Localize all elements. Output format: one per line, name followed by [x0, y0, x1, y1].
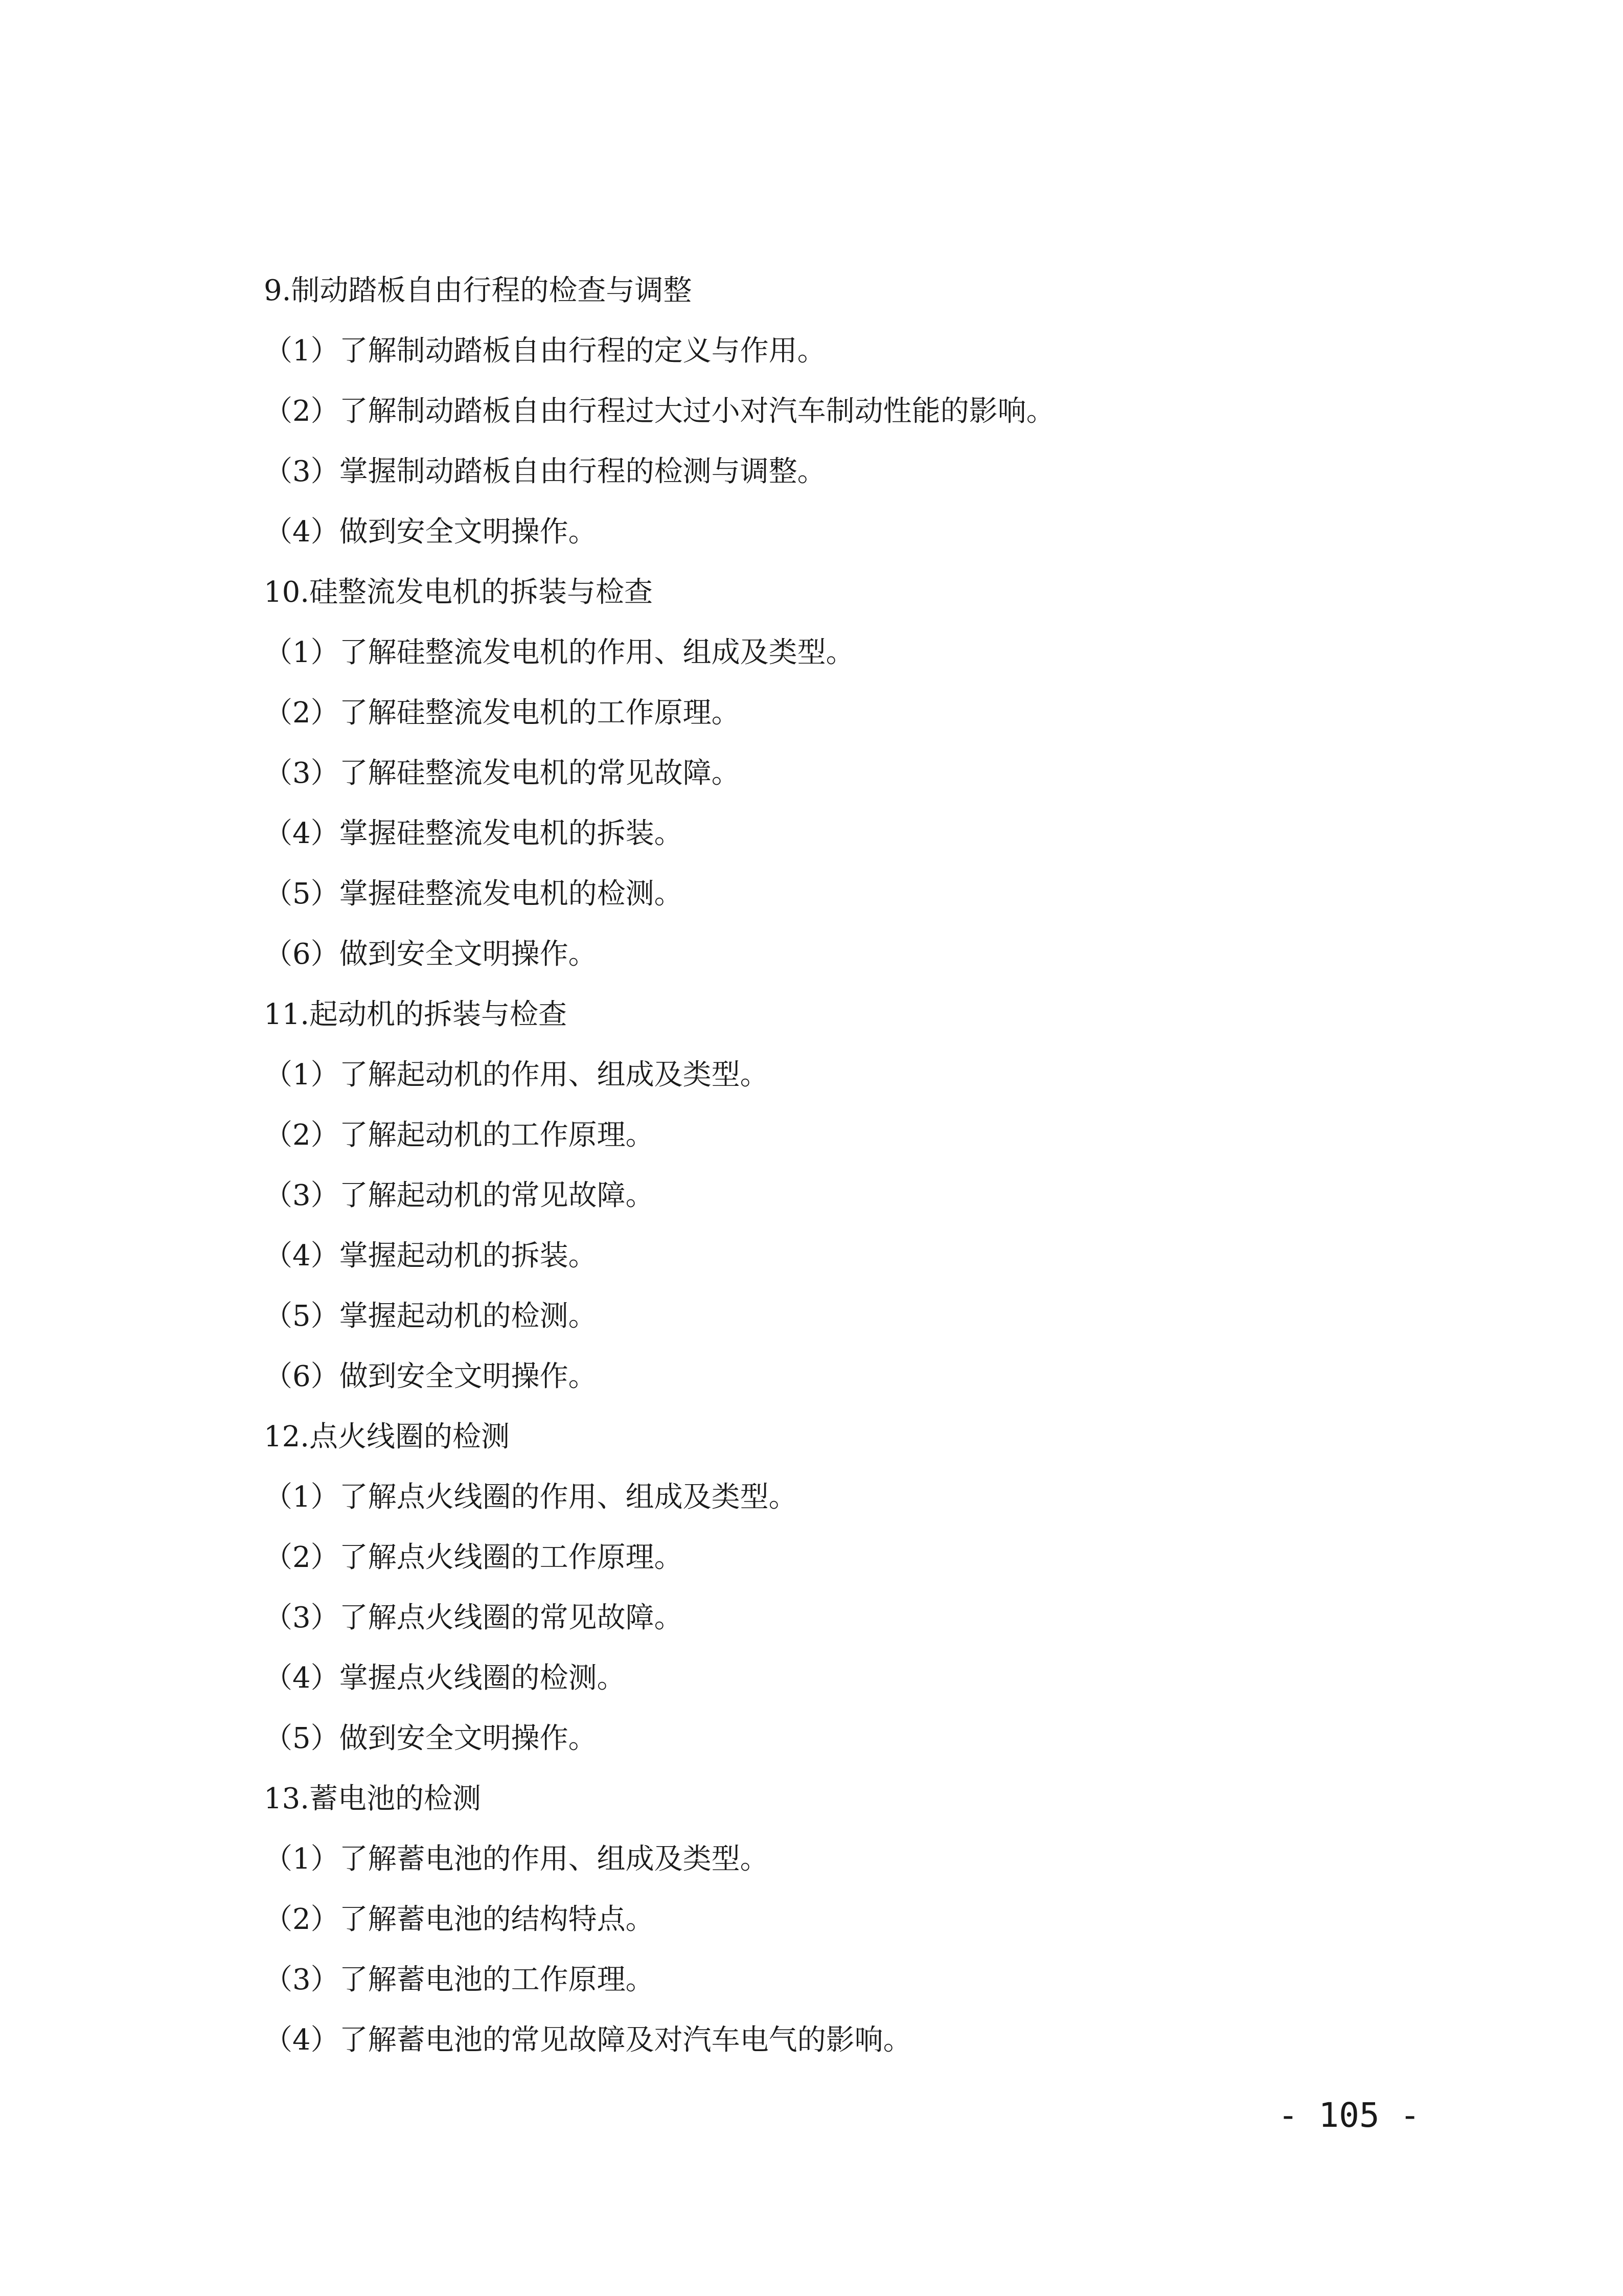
list-item: （3）了解硅整流发电机的常见故障。	[264, 757, 740, 790]
list-item: （2）了解硅整流发电机的工作原理。	[264, 696, 740, 730]
list-item: （5）掌握起动机的检测。	[264, 1300, 597, 1333]
document-body	[264, 261, 1439, 2071]
list-item: （2）了解点火线圈的工作原理。	[264, 1541, 683, 1574]
list-item: （4）做到安全文明操作。	[264, 515, 597, 549]
list-item: （2）了解制动踏板自由行程过大过小对汽车制动性能的影响。	[264, 395, 1055, 428]
list-item: （2）了解蓄电池的结构特点。	[264, 1903, 654, 1936]
section-heading-9: 9.制动踏板自由行程的检查与调整	[264, 274, 692, 307]
list-item: （6）做到安全文明操作。	[264, 1360, 597, 1393]
list-item: （5）做到安全文明操作。	[264, 1722, 597, 1755]
list-item: （5）掌握硅整流发电机的检测。	[264, 877, 683, 911]
list-item: （4）掌握硅整流发电机的拆装。	[264, 817, 683, 850]
list-item: （4）掌握起动机的拆装。	[264, 1239, 597, 1272]
section-heading-13: 13.蓄电池的检测	[264, 1782, 482, 1815]
section-heading-11: 11.起动机的拆装与检查	[264, 998, 567, 1031]
section-heading-10: 10.硅整流发电机的拆装与检查	[264, 576, 653, 609]
list-item: （3）了解起动机的常见故障。	[264, 1179, 654, 1212]
list-item: （6）做到安全文明操作。	[264, 938, 597, 971]
list-item: （1）了解制动踏板自由行程的定义与作用。	[264, 334, 826, 368]
list-item: （1）了解点火线圈的作用、组成及类型。	[264, 1481, 797, 1514]
list-item: （4）了解蓄电池的常见故障及对汽车电气的影响。	[264, 2024, 912, 2057]
list-item: （1）了解起动机的作用、组成及类型。	[264, 1058, 769, 1092]
list-item: （3）了解蓄电池的工作原理。	[264, 1963, 654, 1996]
list-item: （2）了解起动机的工作原理。	[264, 1119, 654, 1152]
list-item: （4）掌握点火线圈的检测。	[264, 1662, 626, 1695]
list-item: （3）了解点火线圈的常见故障。	[264, 1601, 683, 1634]
list-item: （1）了解蓄电池的作用、组成及类型。	[264, 1843, 769, 1876]
page-number: - 105 -	[1278, 2096, 1421, 2135]
list-item: （3）掌握制动踏板自由行程的检测与调整。	[264, 455, 826, 488]
section-heading-12: 12.点火线圈的检测	[264, 1420, 510, 1453]
list-item: （1）了解硅整流发电机的作用、组成及类型。	[264, 636, 855, 669]
